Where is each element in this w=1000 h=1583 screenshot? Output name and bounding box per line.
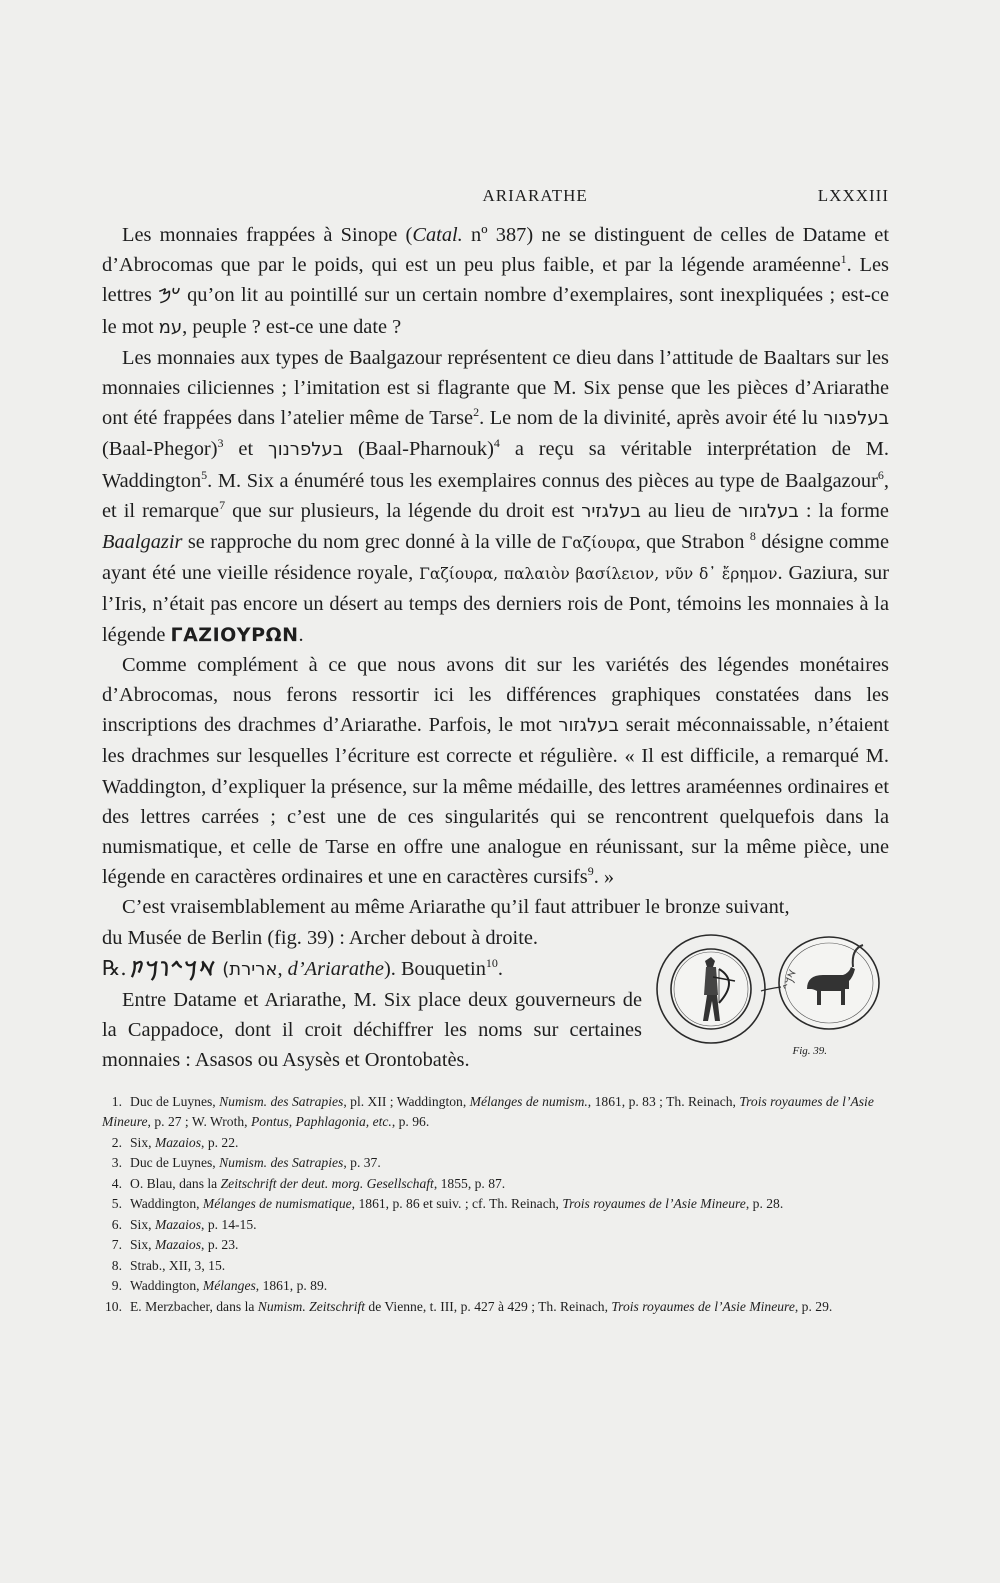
coin-obverse-archer <box>657 935 765 1043</box>
footnote-7: 7. Six, Mazaios, p. 23. <box>102 1235 889 1256</box>
svg-text:𐡀𐡓𐡉: 𐡀𐡓𐡉 <box>781 968 800 992</box>
footnote-3: 3. Duc de Luynes, Numism. des Satrapies, p. 37. <box>102 1153 889 1174</box>
footnote-number: 6. <box>111 1216 122 1232</box>
header-title: ARIARATHE <box>482 186 588 205</box>
footnote-9: 9. Waddington, Mélanges, 1861, p. 89. <box>102 1276 889 1297</box>
figure-block <box>102 923 889 1076</box>
footnote-number: 3. <box>111 1155 122 1171</box>
footnote-number: 7. <box>111 1237 122 1253</box>
paragraph-5: du Musée de Berlin (fig. 39) : Archer debout à droite. ℞. 𐡀𐡓𐡉𐡅𐡓𐡕 (ארירת, d’Ariarathe). Bouquetin$^{10}$. <box>102 926 539 980</box>
reverse-symbol: ℞. <box>102 955 127 980</box>
main-text <box>102 220 889 1076</box>
footnote-8: 8. Strab., XII, 3, 15. <box>102 1256 889 1277</box>
paragraph-3: Comme complément à ce que nous avons dit sur les variétés des légendes monétaires d’Abrocomas, nous ferons ressortir ici les différences graphiques constatées dans les inscriptions des drachmes d’Ariarathe. Parfois, le mot בעלגזור serait méconnaissable, n’étaient les drachmes sur lesquelles l’écriture est correcte et régulière. « Il est difficile, a remarqué M. Waddington, d’expliquer la présence, sur la même médaille, des lettres araméennes ordinaires et des lettres carrées ; c’est une de ces singularités qui se rencontrent quelquefois dans la numismatique, et celle de Tarse en offre une analogue en réunissant, sur la même pièce, une légende en caractères ordinaires et une en caractères cursifs$^9$. » <box>102 653 890 889</box>
paragraph-4: C’est vraisemblablement au même Ariarathe qu’il faut attribuer le bronze suivant, <box>122 896 790 919</box>
footnote-number: 10. <box>105 1298 122 1314</box>
paragraph-2: Les monnaies aux types de Baalgazour représentent ce dieu dans l’attitude de Baaltars sur les monnaies ciliciennes ; l’imitation est si flagrante que M. Six pense que les pièces d’Ariarathe ont été frappées dans l’atelier même de Tarse$^2$. Le nom de la divinité, après avoir été lu בעלפגור (Baal-Phegor)$^3$ et בעלפרנוך (Baal-Pharnouk)$^4$ a reçu sa véritable interprétation de M. Waddington$^5$. M. Six a énuméré tous les exemplaires connus des pièces au type de Baalgazour$^6$, et il remarque$^7$ que sur plusieurs, la légende du droit est בעלגזיר au lieu de בעלגזור : la forme Baalgazir se rapproche du nom grec donné à la ville de Γαζίουρα, que Strabon $^8$ désigne comme ayant été une vieille résidence royale, Γαζίουρα, παλαιὸν βασίλειον, νῦν δ᾽ ἔρημον. Gaziura, sur l’Iris, n’était pas encore un désert au temps des derniers rois de Pont, témoins les monnaies à la légende ΓΑΖΙΟΥΡΩΝ. <box>102 346 890 646</box>
footnote-number: 1. <box>111 1093 122 1109</box>
footnote-number: 2. <box>111 1134 122 1150</box>
coin-figure <box>649 931 889 1056</box>
footnote-number: 4. <box>111 1175 122 1191</box>
paragraph-6: Entre Datame et Ariarathe, M. Six place deux gouverneurs de la Cappadoce, dont il croit déchiffrer les noms sur certaines monnaies : Asasos ou Asysès et Orontobatès. <box>102 989 642 1072</box>
footnote-4: 4. O. Blau, dans la Zeitschrift der deut. morg. Gesellschaft, 1855, p. 87. <box>102 1174 889 1195</box>
paragraph-1: Les monnaies frappées à Sinope (Catal. nº 387) ne se distinguent de celles de Datame et d’Abrocomas que par le poids, qui est un peu plus faible, et par la légende araméenne$^1$. Les lettres 𐡏𐡎 qu’on lit au pointillé sur un certain nombre d’exemplaires, sont inexpliquées ; est-ce le mot עמ, peuple ? est-ce une date ? <box>102 224 889 338</box>
footnote-10: 10. E. Merzbacher, dans la Numism. Zeitschrift de Vienne, t. III, p. 427 à 429 ; Th. Reinach, Trois royaumes de l’Asie Mineure, p. 29. <box>102 1297 889 1318</box>
page-number: LXXXIII <box>817 186 889 205</box>
footnote-5: 5. Waddington, Mélanges de numismatique, 1861, p. 86 et suiv. ; cf. Th. Reinach, Trois royaumes de l’Asie Mineure, p. 28. <box>102 1194 889 1215</box>
figure-caption: Fig. 39. <box>792 1044 827 1057</box>
coin-reverse-ibex <box>779 937 879 1029</box>
footnote-1: 1. Duc de Luynes, Numism. des Satrapies, pl. XII ; Waddington, Mélanges de numism., 1861, p. 83 ; Th. Reinach, Trois royaumes de l’Asie Mineure, p. 27 ; W. Wroth, Pontus, Paphlagonia, etc., p. 96. <box>102 1093 874 1130</box>
footnote-number: 5. <box>111 1196 122 1212</box>
page <box>102 186 889 1317</box>
aramaic-letters: 𐡏𐡎 <box>158 285 181 307</box>
running-header <box>102 186 889 206</box>
footnote-number: 9. <box>111 1278 122 1294</box>
footnote-6: 6. Six, Mazaios, p. 14-15. <box>102 1215 889 1236</box>
aramaic-legend: 𐡀𐡓𐡉𐡅𐡓𐡕 <box>131 957 218 980</box>
footnotes <box>102 1092 889 1318</box>
footnote-2: 2. Six, Mazaios, p. 22. <box>102 1133 889 1154</box>
footnote-number: 8. <box>111 1257 122 1273</box>
